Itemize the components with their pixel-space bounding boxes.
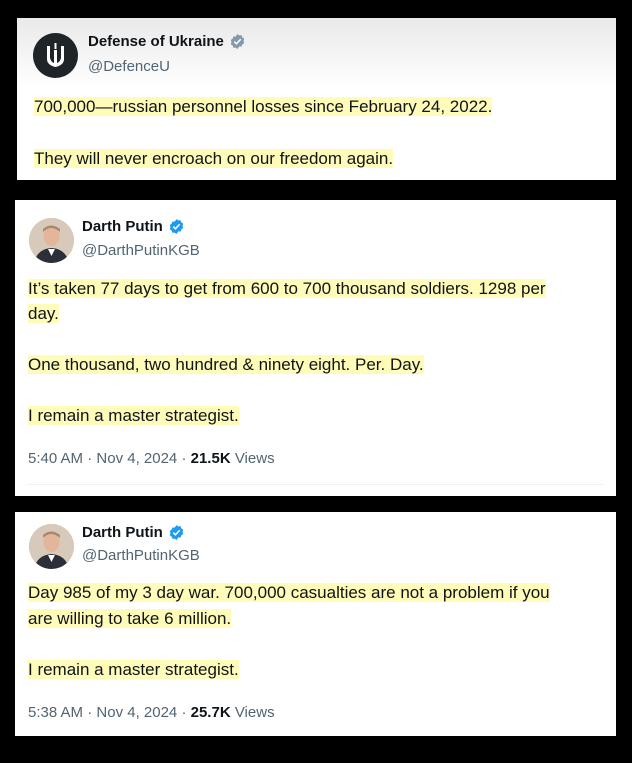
putin-avatar[interactable] xyxy=(29,218,74,263)
views-label: Views xyxy=(234,450,275,467)
tweet-meta: 5:38 AM · Nov 4, 2024 · 25.7K Views xyxy=(28,704,275,721)
tweet-meta: 5:40 AM · Nov 4, 2024 · 21.5K Views xyxy=(28,450,275,467)
verified-badge-icon xyxy=(229,33,246,50)
tweet-text: Day 985 of my 3 day war. 700,000 casualties are not a problem if you xyxy=(28,583,550,602)
author-handle[interactable]: @DefenceU xyxy=(88,58,170,75)
author-handle[interactable]: @DarthPutinKGB xyxy=(82,547,200,564)
tweet-text: I remain a master strategist. xyxy=(28,406,239,425)
tweet-text: are willing to take 6 million. xyxy=(28,609,232,628)
tweet-card-defense-of-ukraine[interactable] xyxy=(17,18,616,180)
tweet-text: I remain a master strategist. xyxy=(28,660,239,679)
author-name[interactable]: Darth Putin xyxy=(82,218,163,235)
tweet-text: They will never encroach on our freedom again. xyxy=(34,149,394,168)
views-count: 25.7K xyxy=(190,704,231,721)
verified-badge-icon xyxy=(168,524,185,541)
tweet-text: One thousand, two hundred & ninety eight. Per. Day. xyxy=(28,355,424,374)
putin-avatar[interactable] xyxy=(29,524,74,569)
tweet-text: It’s taken 77 days to get from 600 to 700 thousand soldiers. 1298 per xyxy=(28,279,546,298)
tweet-time[interactable]: 5:38 AM xyxy=(28,704,84,721)
views-count: 21.5K xyxy=(190,450,231,467)
tweet-time[interactable]: 5:40 AM xyxy=(28,450,84,467)
tweet-date[interactable]: Nov 4, 2024 xyxy=(96,704,178,721)
verified-badge-icon xyxy=(168,218,185,235)
divider xyxy=(27,484,604,485)
tweet-date[interactable]: Nov 4, 2024 xyxy=(96,450,178,467)
tweet-text: 700,000—russian personnel losses since February 24, 2022. xyxy=(34,97,493,116)
tweet-text: day. xyxy=(28,304,59,323)
author-name[interactable]: Defense of Ukraine xyxy=(88,33,224,50)
tweet-card-darth-putin-2[interactable] xyxy=(15,512,616,736)
tweet-card-darth-putin-1[interactable] xyxy=(15,200,616,496)
views-label: Views xyxy=(234,704,275,721)
trident-logo-icon[interactable] xyxy=(33,33,78,78)
author-handle[interactable]: @DarthPutinKGB xyxy=(82,242,200,259)
author-name[interactable]: Darth Putin xyxy=(82,524,163,541)
